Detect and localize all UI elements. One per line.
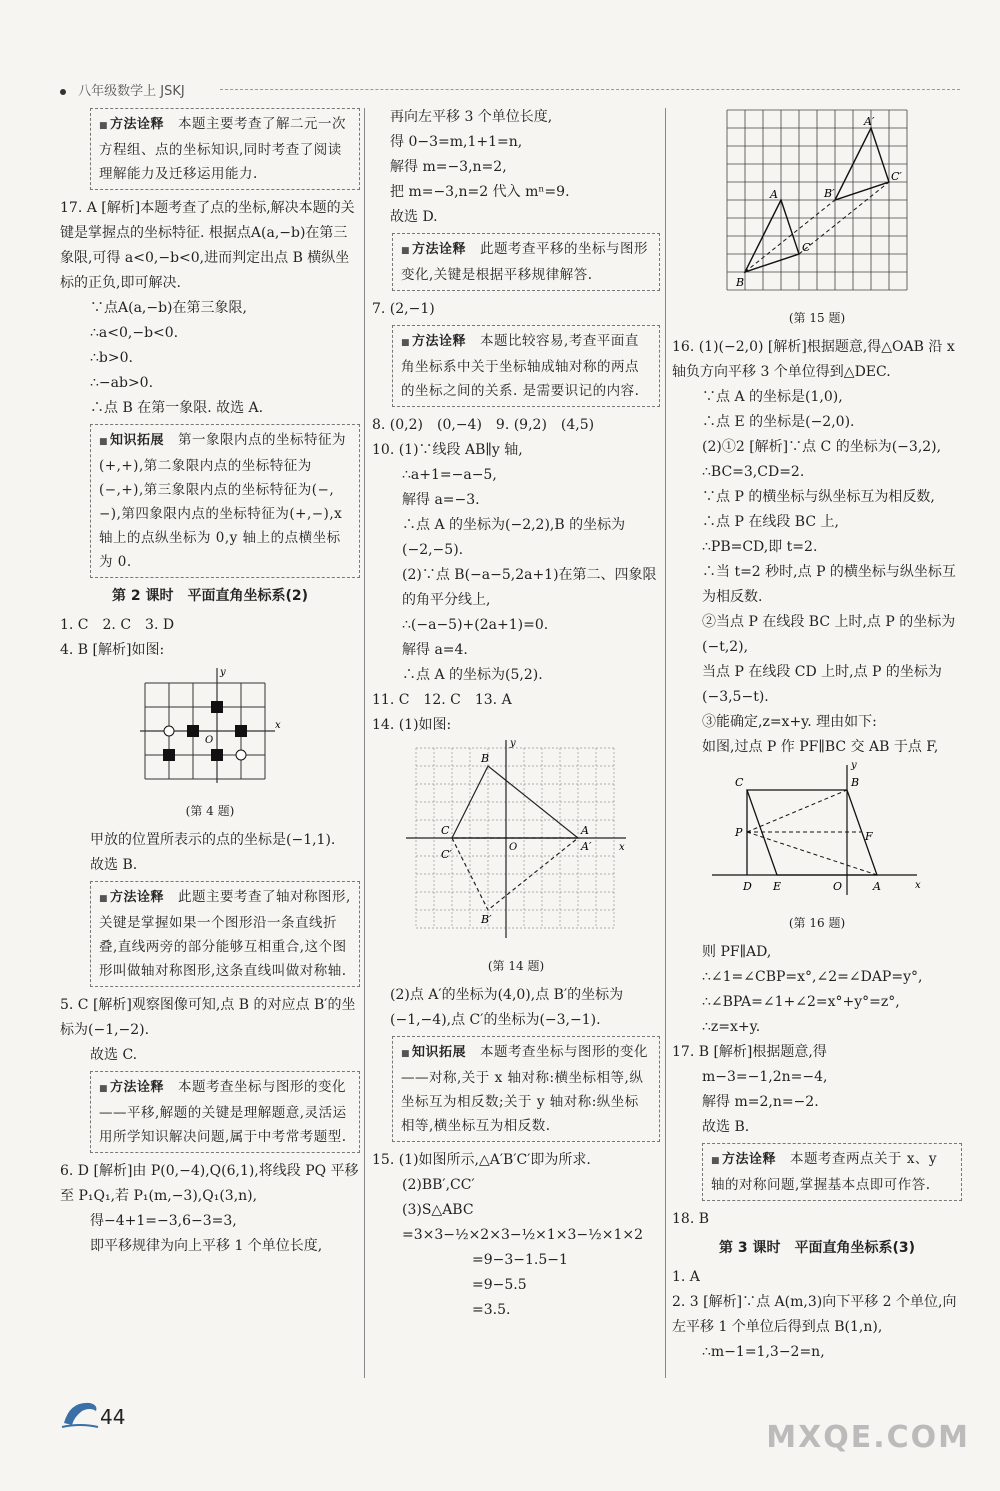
answer-line: (2)BB′,CC′ xyxy=(402,1177,475,1193)
answer-line: ∴(−a−5)+(2a+1)=0. xyxy=(402,617,549,633)
lesson-title: 第 3 课时 平面直角坐标系(3) xyxy=(718,1240,916,1256)
answer-line: ∴点 P 在线段 BC 上, xyxy=(702,514,839,530)
answer-line: (2)①2 [解析]∵点 C 的坐标为(−3,2), xyxy=(702,439,942,455)
box-tag: ■ 方法诠释 xyxy=(401,334,466,349)
answer-line: =9−3−1.5−1 xyxy=(472,1252,568,1268)
method-box xyxy=(90,881,360,987)
answer-2: 2. 3 [解析]∵点 A(m,3)向下平移 2 个单位,向左平移 1 个单位后得到点 B(1,n), xyxy=(672,1294,957,1335)
svg-text:y: y xyxy=(851,760,857,771)
svg-text:A: A xyxy=(873,880,881,893)
figure-4 xyxy=(60,663,360,797)
watermark: MXQE.COM xyxy=(766,1420,970,1455)
box-tag: ■ 方法诠释 xyxy=(99,117,164,132)
method-box xyxy=(702,1143,962,1201)
svg-text:C′: C′ xyxy=(891,170,902,183)
answer-8-9: 8. (0,2) (0,−4) 9. (9,2) (4,5) xyxy=(372,417,595,433)
svg-text:x: x xyxy=(619,842,625,853)
answer-line: ②当点 P 在线段 BC 上时,点 P 的坐标为(−t,2), xyxy=(702,614,956,655)
answer-16: 16. (1)(−2,0) [解析]根据题意,得△OAB 沿 x 轴负方向平移 3 个单位得到△DEC. xyxy=(672,339,955,380)
svg-text:A: A xyxy=(581,824,589,837)
svg-text:B: B xyxy=(736,276,745,289)
column-2 xyxy=(372,105,660,1323)
answer-line: =9−5.5 xyxy=(472,1277,527,1293)
lesson-title: 第 2 课时 平面直角坐标系(2) xyxy=(111,588,309,604)
answer-line: ∴∠BPA=∠1+∠2=x°+y°=z°, xyxy=(702,994,900,1010)
answer-line: 解得 m=−3,n=2, xyxy=(390,159,507,175)
answer-line: (3)S△ABC =3×3−½×2×3−½×1×3−½×1×2 xyxy=(402,1202,644,1243)
box-text: 本题主要考查了解二元一次方程组、点的坐标知识,同时考查了阅读理解能力及迁移运用能力. xyxy=(99,116,347,182)
column-divider xyxy=(665,108,666,1378)
box-text: 本题考查坐标与图形的变化——对称,关于 x 轴对称:横坐标相等,纵坐标互为相反数;关于 y 轴对称:纵坐标相等,横坐标互为相反数. xyxy=(401,1044,649,1134)
svg-text:D: D xyxy=(743,880,752,893)
answer-line: ∴点 E 的坐标是(−2,0). xyxy=(702,414,855,430)
svg-text:C: C xyxy=(802,241,811,254)
answer-line: 再向左平移 3 个单位长度, xyxy=(390,109,553,125)
column-3 xyxy=(672,105,962,1365)
box-text: 第一象限内点的坐标特征为(+,+),第二象限内点的坐标特征为(−,+),第三象限内点的坐标特征为(−,−),第四象限内点的坐标特征为(+,−),x 轴上的点纵坐标为 0,y 轴上的点横坐标为 0. xyxy=(99,432,347,570)
quadrilateral-diagram xyxy=(707,760,927,900)
answer-14: 14. (1)如图: xyxy=(372,717,452,733)
svg-text:F: F xyxy=(865,830,873,843)
column-divider xyxy=(364,108,365,1378)
answer-line: m−3=−1,2n=−4, xyxy=(702,1069,828,1085)
answer-line: ∴点 A 的坐标为(5,2). xyxy=(402,667,543,683)
svg-text:C: C xyxy=(735,776,744,789)
method-box xyxy=(392,233,660,291)
answer-line: 故选 C. xyxy=(90,1047,138,1063)
answer-6: 6. D [解析]由 P(0,−4),Q(6,1),将线段 PQ 平移至 P₁Q₁,若 P₁(m,−3),Q₁(3,n), xyxy=(60,1163,359,1204)
coordinate-grid-diagram xyxy=(401,738,631,943)
dolphin-logo-icon xyxy=(60,1395,100,1431)
answer-line: ∴b>0. xyxy=(90,350,133,366)
svg-text:B: B xyxy=(481,752,490,765)
svg-text:O: O xyxy=(205,735,214,746)
box-tag: ■ 方法诠释 xyxy=(99,890,164,905)
answer-line: 当点 P 在线段 CD 上时,点 P 的坐标为(−3,5−t). xyxy=(702,664,942,705)
answer-line: 甲放的位置所表示的点的坐标是(−1,1). xyxy=(90,832,336,848)
svg-text:y: y xyxy=(220,667,226,678)
answer-line: ∴z=x+y. xyxy=(702,1019,761,1035)
box-text: 本题考查两点关于 x、y 轴的对称问题,掌握基本点即可作答. xyxy=(711,1151,938,1193)
figure-caption: (第 15 题) xyxy=(788,311,846,325)
answer-line: 故选 D. xyxy=(390,209,438,225)
svg-text:C: C xyxy=(441,824,450,837)
answer-4: 4. B [解析]如图: xyxy=(60,642,165,658)
method-box xyxy=(392,325,660,407)
answer-line: ∴点 B 在第一象限. 故选 A. xyxy=(90,400,264,416)
answer-17: 17. A [解析]本题考查了点的坐标,解决本题的关键是掌握点的坐标特征. 根据点A(a,−b)在第三象限,可得 a<0,−b<0,进而判定出点 B 横纵坐标的正负,即可解决. xyxy=(60,200,355,291)
figure-caption: (第 4 题) xyxy=(185,804,235,818)
page-number: 44 xyxy=(100,1405,126,1429)
answer-line: 故选 B. xyxy=(702,1119,750,1135)
answer-line: ∵点A(a,−b)在第三象限, xyxy=(90,300,247,316)
svg-text:O: O xyxy=(509,842,518,853)
knowledge-box xyxy=(392,1036,660,1142)
figure-caption: (第 14 题) xyxy=(487,959,545,973)
answer-line: 1. C 2. C 3. D xyxy=(60,617,175,633)
answer-line: 即平移规律为向上平移 1 个单位长度, xyxy=(90,1238,323,1254)
svg-text:P: P xyxy=(735,826,743,839)
answer-7: 7. (2,−1) xyxy=(372,301,435,317)
svg-text:x: x xyxy=(275,720,281,731)
answer-line: ∴当 t=2 秒时,点 P 的横坐标与纵坐标互为相反数. xyxy=(702,564,956,605)
page-header xyxy=(60,80,960,100)
answer-line: (2)∵点 B(−a−5,2a+1)在第二、四象限的角平分线上, xyxy=(402,567,657,608)
figure-16 xyxy=(672,760,962,909)
svg-text:E: E xyxy=(773,880,782,893)
answer-line: ∴m−1=1,3−2=n, xyxy=(702,1344,825,1360)
box-text: 此题考查平移的坐标与图形变化,关键是根据平移规律解答. xyxy=(401,241,649,283)
box-text: 此题主要考查了轴对称图形,关键是掌握如果一个图形沿一条直线折叠,直线两旁的部分能够互相重合,这个图形叫做轴对称图形,这条直线叫做对称轴. xyxy=(99,889,351,979)
answer-line: ∵点 P 的横坐标与纵坐标互为相反数, xyxy=(702,489,935,505)
answer-line: ③能确定,z=x+y. 理由如下: xyxy=(702,714,877,730)
box-text: 本题考查坐标与图形的变化——平移,解题的关键是理解题意,灵活运用所学知识解决问题,属于中考常考题型. xyxy=(99,1079,347,1145)
answer-line: 得−4+1=−3,6−3=3, xyxy=(90,1213,237,1229)
answer-line: 解得 a=4. xyxy=(402,642,468,658)
answer-5: 5. C [解析]观察图像可知,点 B 的对应点 B′的坐标为(−1,−2). xyxy=(60,997,356,1038)
grid-triangle-diagram xyxy=(722,105,912,295)
box-tag: ■ 方法诠释 xyxy=(401,242,466,257)
answer-line: 则 PF∥AD, xyxy=(702,944,772,960)
column-1 xyxy=(60,105,360,1259)
svg-text:A′: A′ xyxy=(581,840,592,853)
answer-line: 解得 a=−3. xyxy=(402,492,480,508)
svg-text:B′: B′ xyxy=(824,187,835,200)
figure-14 xyxy=(372,738,660,952)
go-board-diagram xyxy=(135,663,285,788)
svg-text:A: A xyxy=(770,188,778,201)
header-title: 八年级数学上 JSKJ xyxy=(78,84,185,99)
knowledge-box xyxy=(90,424,360,578)
bullet-icon xyxy=(60,89,66,95)
answer-line: ∴PB=CD,即 t=2. xyxy=(702,539,818,555)
answer-line: 如图,过点 P 作 PF∥BC 交 AB 于点 F, xyxy=(702,739,939,755)
svg-text:B′: B′ xyxy=(481,913,492,926)
method-box xyxy=(90,1071,360,1153)
answer-line: 故选 B. xyxy=(90,857,138,873)
answer-11-13: 11. C 12. C 13. A xyxy=(372,692,512,708)
answer-line: ∴点 A 的坐标为(−2,2),B 的坐标为(−2,−5). xyxy=(402,517,626,558)
box-text: 本题比较容易,考查平面直角坐标系中关于坐标轴成轴对称的两点的坐标之间的关系. 是需要识记的内容. xyxy=(401,333,640,399)
answer-17: 17. B [解析]根据题意,得 xyxy=(672,1044,827,1060)
answer-line: ∴−ab>0. xyxy=(90,375,154,391)
svg-text:O: O xyxy=(833,880,843,893)
answer-15: 15. (1)如图所示,△A′B′C′即为所求. xyxy=(372,1152,591,1168)
answer-18: 18. B xyxy=(672,1211,710,1227)
answer-line: ∴BC=3,CD=2. xyxy=(702,464,805,480)
answer-line: ∵点 A 的坐标是(1,0), xyxy=(702,389,843,405)
answer-line: 解得 m=2,n=−2. xyxy=(702,1094,819,1110)
box-tag: ■ 方法诠释 xyxy=(99,1080,164,1095)
box-tag: ■ 知识拓展 xyxy=(401,1045,466,1060)
svg-text:A′: A′ xyxy=(864,115,875,128)
answer-line: ∴∠1=∠CBP=x°,∠2=∠DAP=y°, xyxy=(702,969,923,985)
svg-text:x: x xyxy=(915,880,921,891)
answer-line: =3.5. xyxy=(472,1302,511,1318)
box-tag: ■ 方法诠释 xyxy=(711,1152,776,1167)
header-rule xyxy=(220,89,960,90)
answer-line: (2)点 A′的坐标为(4,0),点 B′的坐标为(−1,−4),点 C′的坐标为(−3,−1). xyxy=(390,987,624,1028)
answer-1: 1. A xyxy=(672,1269,700,1285)
figure-caption: (第 16 题) xyxy=(788,916,846,930)
answer-line: 得 0−3=m,1+1=n, xyxy=(390,134,523,150)
figure-15 xyxy=(672,105,962,304)
svg-text:B: B xyxy=(851,776,860,789)
answer-line: ∴a+1=−a−5, xyxy=(402,467,497,483)
answer-10: 10. (1)∵线段 AB∥y 轴, xyxy=(372,442,523,458)
answer-line: 把 m=−3,n=2 代入 mⁿ=9. xyxy=(390,184,570,200)
box-tag: ■ 知识拓展 xyxy=(99,433,164,448)
method-box xyxy=(90,108,360,190)
svg-text:C′: C′ xyxy=(441,848,452,861)
answer-line: ∴a<0,−b<0. xyxy=(90,325,179,341)
svg-text:y: y xyxy=(510,738,516,749)
